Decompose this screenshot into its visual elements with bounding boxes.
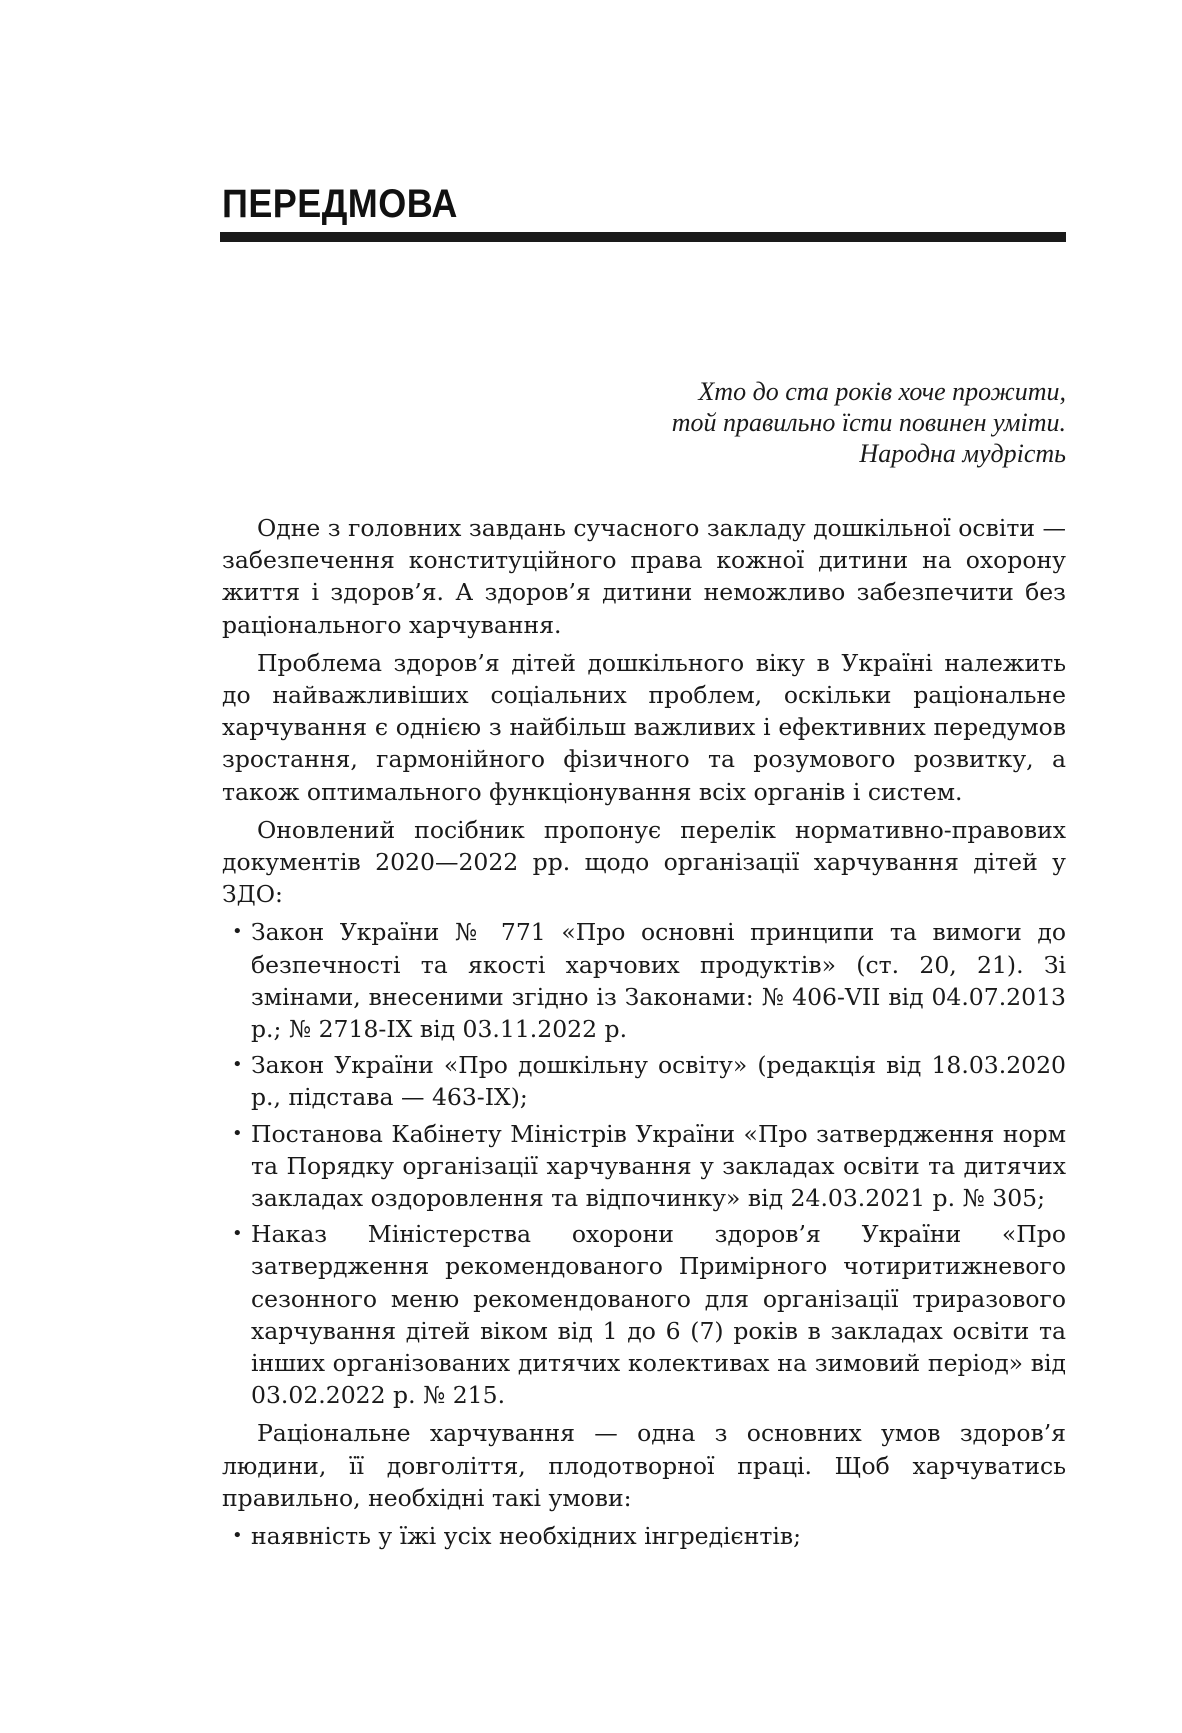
epigraph-line: той правильно їсти повинен уміти.: [671, 408, 1066, 437]
epigraph-source: Народна мудрість: [859, 439, 1066, 468]
paragraph: Проблема здоров’я дітей дошкільного віку в Україні належить до найважливіших соціальних проблем, оскільки раціональне харчування є однією з найбільш важливих і ефективних передумов зростання, гармонійного фізичного та розумового розвитку, а також оптимального функціонування всіх органів і систем.: [222, 648, 1066, 806]
documents-list: [222, 916, 1066, 1411]
paragraph: Раціональне харчування — одна з основних умов здоров’я людини, її довголіття, плодотворної праці. Щоб харчуватись правильно, необхідні такі умови:: [222, 1419, 1066, 1512]
title-underline: [220, 232, 1066, 242]
conditions-list: [222, 1520, 1066, 1552]
epigraph-line: Хто до ста років хоче прожити,: [698, 377, 1066, 406]
list-item: • наявність у їжі усіх необхідних інгредієнтів;: [222, 1520, 1066, 1552]
list-item: • Закон України № 771 «Про основні принципи та вимоги до безпечності та якості харчових продуктів» (ст. 20, 21). Зі змінами, внесеними згідно із Законами: № 406-VII від 04.07.2013 р.; № 2718-IX від 03.11.2022 р.: [222, 916, 1066, 1045]
paragraph: Оновлений посібник пропонує перелік нормативно-правових документів 2020—2022 рр. щодо організації харчування дітей у ЗДО:: [222, 815, 1066, 909]
list-item: • Закон України «Про дошкільну освіту» (редакція від 18.03.2020 р., підстава — 463-IX);: [222, 1049, 1066, 1113]
list-item: • Наказ Міністерства охорони здоров’я України «Про затвердження рекомендованого Примірного чотиритижневого сезонного меню рекомендованого для організації триразового харчування дітей віком від 1 до 6 (7) років в закладах освіти та інших організованих дитячих колективах на зимовий період» від 03.02.2022 р. № 215.: [222, 1218, 1066, 1411]
body-text: [222, 512, 1066, 1558]
epigraph: [222, 376, 1066, 469]
list-item: • Постанова Кабінету Міністрів України «Про затвердження норм та Порядку організації харчування у закладах освіти та дитячих закладах оздоровлення та відпочинку» від 24.03.2021 р. № 305;: [222, 1118, 1066, 1215]
page-title: ПЕРЕДМОВА: [222, 182, 458, 226]
paragraph: Одне з головних завдань сучасного закладу дошкільної освіти — забезпечення конституційного права кожної дитини на охорону життя і здоров’я. А здоров’я дитини неможливо забезпечити без раціонального харчування.: [222, 514, 1066, 639]
